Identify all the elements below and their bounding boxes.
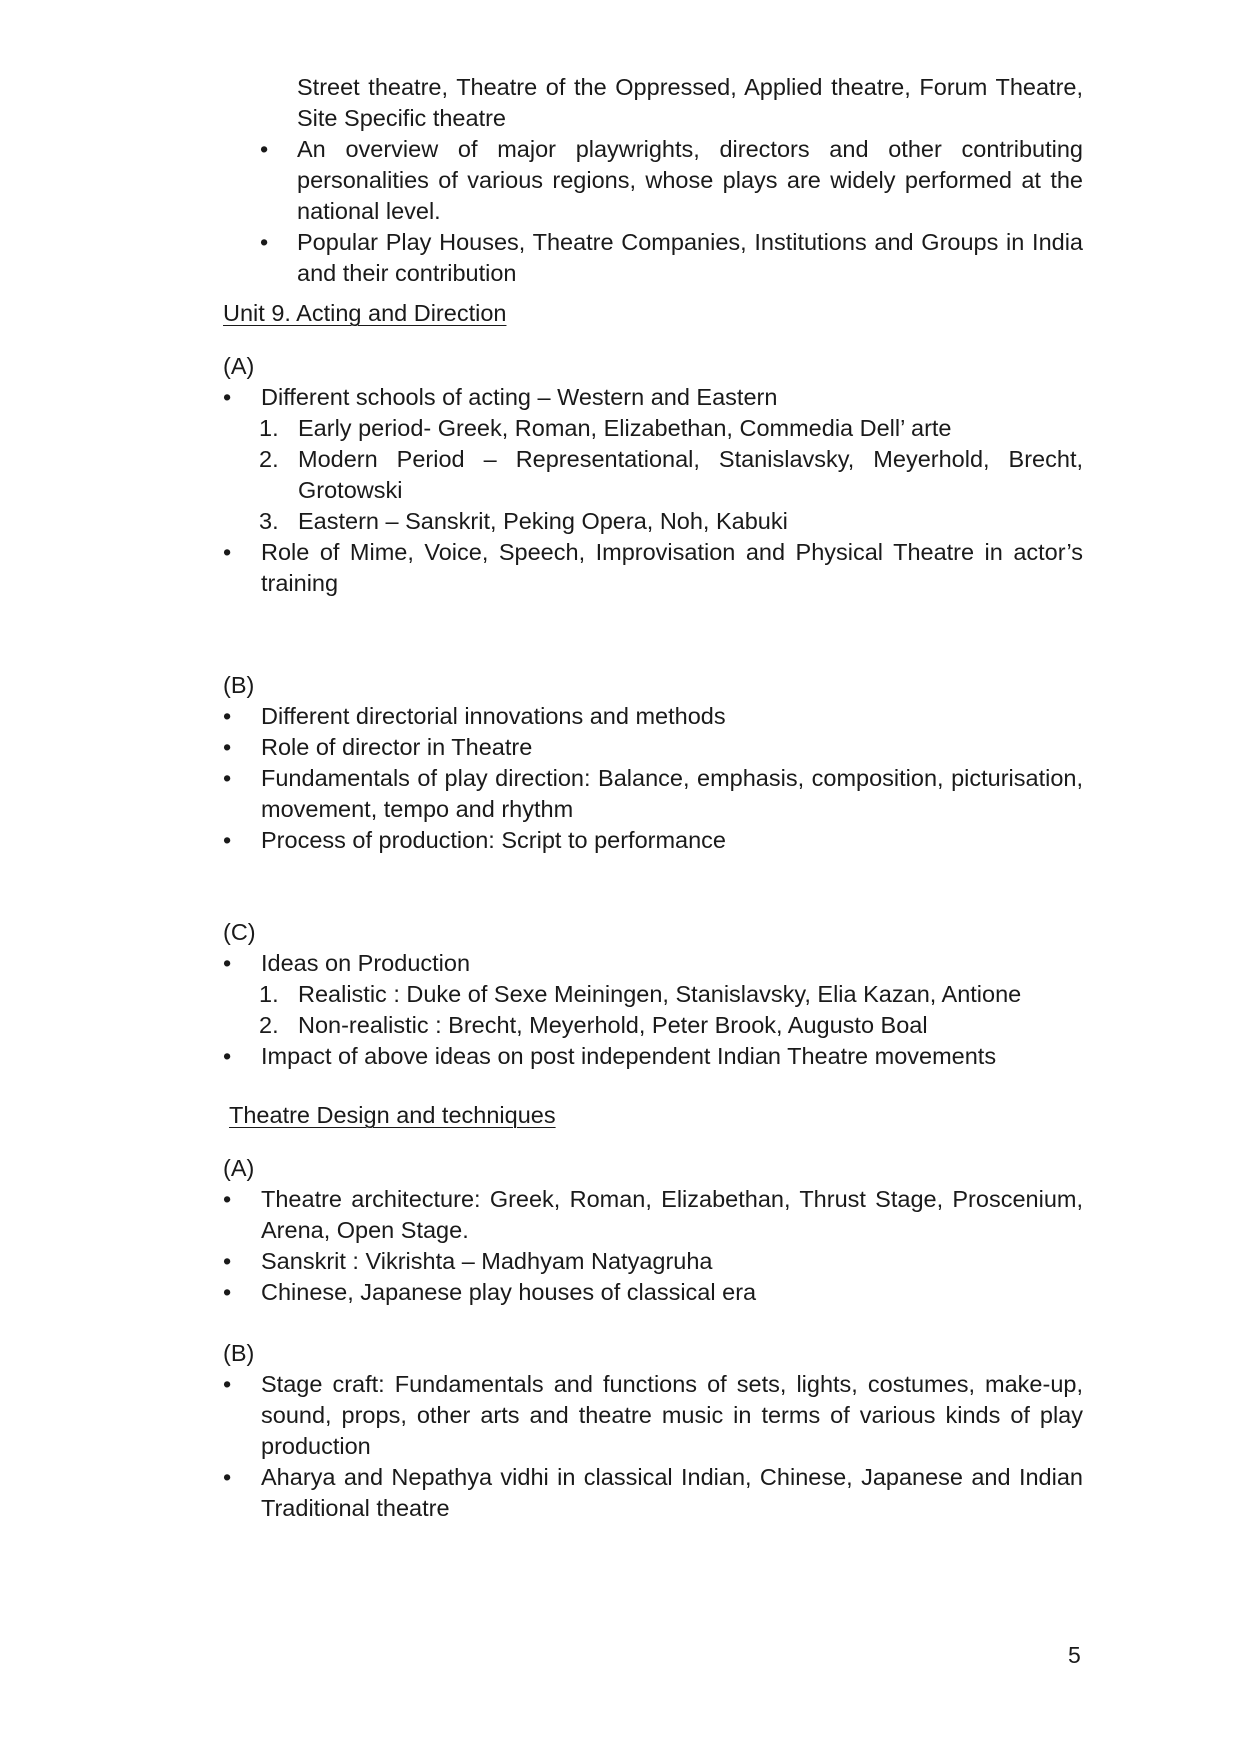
section-heading: Unit 9. Acting and Direction: [223, 300, 507, 326]
numbered-item-text: Eastern – Sanskrit, Peking Opera, Noh, Kabuki: [298, 508, 788, 534]
list-item: [223, 1246, 1083, 1277]
numbered-item-text: Early period- Greek, Roman, Elizabethan, Commedia Dell’ arte: [298, 415, 952, 441]
item-number: 2.: [259, 1012, 279, 1038]
section-label: (A): [223, 1155, 255, 1181]
bullet-icon: •: [223, 384, 232, 410]
bullet-icon: •: [223, 1248, 232, 1274]
bullet-icon: •: [223, 734, 232, 760]
bullet-icon: •: [223, 1371, 232, 1397]
unit9-section-a: [223, 351, 1083, 599]
item-number: 3.: [259, 508, 279, 534]
numbered-item-text: Modern Period – Representational, Stanislavsky, Meyerhold, Brecht, Grotowski: [298, 446, 1083, 503]
numbered-item-text: Realistic : Duke of Sexe Meiningen, Stanislavsky, Elia Kazan, Antione: [298, 981, 1022, 1007]
bullet-icon: •: [260, 229, 269, 255]
list-item-text: Different directorial innovations and methods: [261, 703, 726, 729]
item-number: 2.: [259, 446, 279, 472]
top-list: [223, 72, 1083, 289]
list-item: [223, 763, 1083, 825]
section-label: (B): [223, 1340, 255, 1366]
bullet-icon: •: [223, 1043, 232, 1069]
list-item-text: Chinese, Japanese play houses of classical era: [261, 1279, 757, 1305]
list-item-text: Different schools of acting – Western and Eastern: [261, 384, 778, 410]
list-item-text: Popular Play Houses, Theatre Companies, Institutions and Groups in India and their contribution: [297, 229, 1083, 286]
numbered-item-text: Non-realistic : Brecht, Meyerhold, Peter Brook, Augusto Boal: [298, 1012, 928, 1038]
unit9-section-c: [223, 917, 1083, 1072]
page-number: 5: [1068, 1642, 1081, 1668]
list-item-text: Aharya and Nepathya vidhi in classical Indian, Chinese, Japanese and Indian Traditional theatre: [261, 1464, 1083, 1521]
numbered-item: [223, 444, 1083, 506]
list-item: [223, 1369, 1083, 1462]
bullet-icon: •: [260, 136, 269, 162]
item-number: 1.: [259, 415, 279, 441]
section-label: (B): [223, 672, 255, 698]
bullet-icon: •: [223, 765, 232, 791]
numbered-item: [223, 413, 1083, 444]
list-item-text: Process of production: Script to performance: [261, 827, 726, 853]
bullet-icon: •: [223, 1186, 232, 1212]
numbered-item: [223, 1010, 1083, 1041]
list-item: [223, 227, 1083, 289]
list-item-text: Stage craft: Fundamentals and functions of sets, lights, costumes, make-up, sound, props, other arts and theatre music in terms of various kinds of play production: [261, 1371, 1083, 1459]
unit9-section-b: [223, 670, 1083, 856]
bullet-icon: •: [223, 1464, 232, 1490]
list-item: [223, 537, 1083, 599]
list-item: [223, 382, 1083, 413]
bullet-icon: •: [223, 950, 232, 976]
list-item-text: Fundamentals of play direction: Balance, emphasis, composition, picturisation, movement, tempo and rhythm: [261, 765, 1083, 822]
bullet-icon: •: [223, 1279, 232, 1305]
item-number: 1.: [259, 981, 279, 1007]
list-item: [223, 1041, 1083, 1072]
list-item: [223, 1277, 1083, 1308]
numbered-item: [223, 979, 1083, 1010]
bullet-icon: •: [223, 703, 232, 729]
list-item-text: Theatre architecture: Greek, Roman, Elizabethan, Thrust Stage, Proscenium, Arena, Open Stage.: [261, 1186, 1083, 1243]
design-section-a: [223, 1153, 1083, 1308]
unit9-heading-wrap: [223, 298, 1083, 329]
list-item-text: Sanskrit : Vikrishta – Madhyam Natyagruha: [261, 1248, 713, 1274]
list-item: [223, 701, 1083, 732]
design-heading-wrap: [223, 1100, 1083, 1131]
list-item-text: An overview of major playwrights, directors and other contributing personalities of various regions, whose plays are widely performed at the national level.: [297, 136, 1083, 224]
continuation-text: Street theatre, Theatre of the Oppressed, Applied theatre, Forum Theatre, Site Specific theatre: [297, 74, 1083, 131]
list-item: [223, 732, 1083, 763]
numbered-item: [223, 506, 1083, 537]
list-item-text: Role of Mime, Voice, Speech, Improvisation and Physical Theatre in actor’s training: [261, 539, 1083, 596]
design-section-b: [223, 1338, 1083, 1524]
list-item: [223, 825, 1083, 856]
list-item-text: Impact of above ideas on post independent Indian Theatre movements: [261, 1043, 997, 1069]
list-item-text: Role of director in Theatre: [261, 734, 533, 760]
section-label: (C): [223, 919, 256, 945]
list-item: [223, 134, 1083, 227]
list-item-text: Ideas on Production: [261, 950, 471, 976]
section-label: (A): [223, 353, 255, 379]
list-item: [223, 1184, 1083, 1246]
bullet-icon: •: [223, 827, 232, 853]
section-heading: Theatre Design and techniques: [229, 1102, 556, 1128]
bullet-icon: •: [223, 539, 232, 565]
list-item: [223, 1462, 1083, 1524]
list-item: [223, 948, 1083, 979]
